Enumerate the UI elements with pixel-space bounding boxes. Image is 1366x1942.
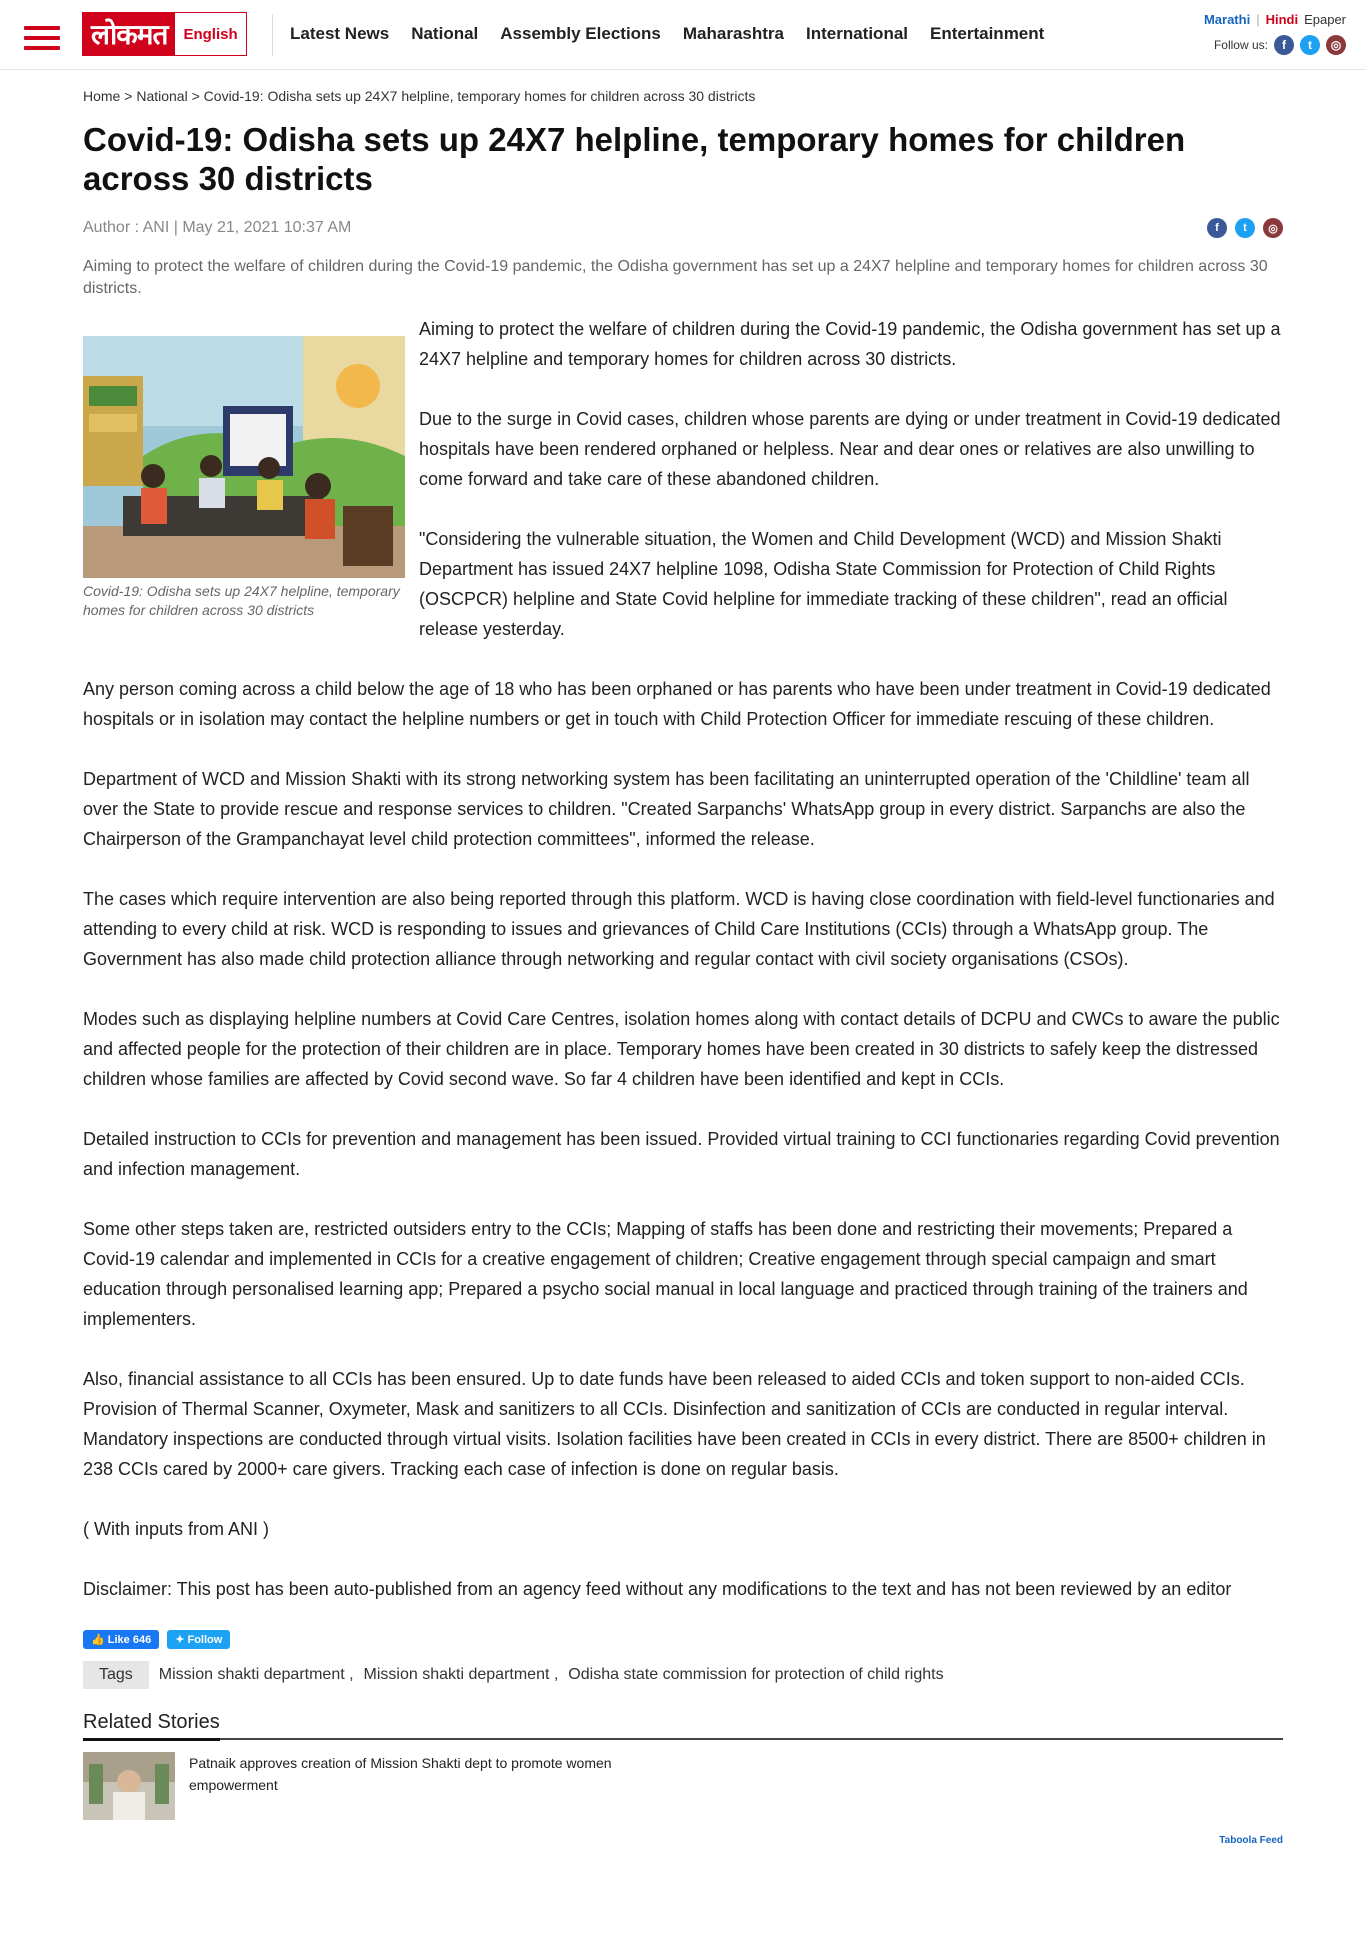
taboola-feed-label[interactable]: Taboola Feed [1219, 1835, 1283, 1846]
article-paragraph: Some other steps taken are, restricted outsiders entry to the CCIs; Mapping of staffs has been done and restricting their movements; Prepared a Covid-19 calendar and implemented in CCIs for a creative engagement of children; Creative engagement through special campaign and smart education through personalised learning app; Prepared a psycho social manual in local language and practiced through training of the trainers and implementers. [83, 1219, 1248, 1329]
article-image[interactable] [83, 336, 405, 578]
nav-latest-news[interactable]: Latest News [290, 24, 390, 43]
epaper-link[interactable]: Epaper [1304, 12, 1346, 27]
article-paragraph: Aiming to protect the welfare of children during the Covid-19 pandemic, the Odisha government has set up a 24X7 helpline and temporary homes for children across 30 districts. [419, 319, 1281, 369]
article-paragraph: Due to the surge in Covid cases, children whose parents are dying or under treatment in Covid-19 dedicated hospitals have been rendered orphaned or helpless. Near and dear ones or relatives are also unwilling to come forward and take care of these abandoned children. [419, 409, 1281, 489]
related-stories-heading [83, 1711, 1283, 1740]
image-caption: Covid-19: Odisha sets up 24X7 helpline, temporary homes for children across 30 districts [83, 583, 400, 618]
related-heading-text: Related Stories [83, 1711, 220, 1741]
breadcrumb-separator: > [120, 88, 137, 104]
like-count: Like 646 [107, 1634, 152, 1646]
site-header [0, 0, 1366, 70]
article-title: Covid-19: Odisha sets up 24X7 helpline, temporary homes for children across 30 districts [83, 121, 1186, 197]
share-twitter-icon[interactable]: t [1235, 218, 1255, 238]
twitter-bird-icon: ✦ [175, 1634, 188, 1646]
breadcrumb-home[interactable]: Home [83, 88, 121, 104]
logo-english: English [175, 13, 245, 55]
article-figure [83, 336, 405, 620]
article-paragraph: Department of WCD and Mission Shakti with its strong networking system has been facilitating an uninterrupted operation of the 'Childline' team all over the State to provide rescue and response services to children. "Created Sarpanchs' WhatsApp group in every district. Sarpanchs are also the Chairperson of the Grampanchayat level child protection committees", informed the release. [83, 769, 1250, 849]
article-container [0, 88, 1366, 1846]
tags-label: Tags [83, 1661, 149, 1689]
article-paragraph: The cases which require intervention are also being reported through this platform. WCD is having close coordination with field-level functionaries and attending to every child at risk. WCD is responding to issues and grievances of Child Care Institutions (CCIs) through a WhatsApp group. The Government has also made child protection alliance through networking and regular contact with civil society organisations (CSOs). [83, 889, 1275, 969]
instagram-icon[interactable]: ◎ [1326, 35, 1346, 55]
related-story-item[interactable] [83, 1752, 1283, 1820]
breadcrumb-current: Covid-19: Odisha sets up 24X7 helpline, temporary homes for children across 30 districts [203, 88, 756, 104]
nav-assembly-elections[interactable]: Assembly Elections [500, 24, 661, 43]
tag-row [83, 1661, 1283, 1689]
lang-marathi-link[interactable]: Marathi [1203, 12, 1251, 27]
nav-international[interactable]: International [806, 24, 909, 43]
share-facebook-icon[interactable]: f [1207, 218, 1227, 238]
facebook-icon[interactable]: f [1274, 35, 1294, 55]
author-date: Author : ANI | May 21, 2021 10:37 AM [83, 219, 352, 236]
article-body [83, 314, 1283, 1604]
tag-link[interactable]: Odisha state commission for protection of child rights [568, 1666, 944, 1683]
tag-link[interactable]: Mission shakti department , [363, 1666, 559, 1683]
nav-maharashtra[interactable]: Maharashtra [682, 24, 784, 43]
lang-separator: | [1256, 12, 1260, 27]
facebook-like-button[interactable] [83, 1630, 159, 1649]
menu-icon[interactable] [24, 26, 60, 50]
article-paragraph: "Considering the vulnerable situation, the Women and Child Development (WCD) and Mission Shakti Department has issued 24X7 helpline 1098, Odisha State Commission for Protection of Child Rights (OSCPCR) helpline and State Covid helpline for immediate tracking of these children", read an official release yesterday. [419, 529, 1228, 639]
article-paragraph: Also, financial assistance to all CCIs has been ensured. Up to date funds have been released to aided CCIs and token support to non-aided CCIs. Provision of Thermal Scanner, Oxymeter, Mask and sanitizers to all CCIs. Disinfection and sanitization of CCIs are conducted in regular interval. Mandatory inspections are conducted through virtual visits. Isolation facilities have been created in CCIs in every district. There are 8500+ children in 238 CCIs cared by 2000+ care givers. Tracking each case of infection is done on regular basis. [83, 1369, 1266, 1479]
breadcrumb-separator: > [187, 88, 204, 104]
language-box [1204, 12, 1346, 55]
twitter-icon[interactable]: t [1300, 35, 1320, 55]
article-paragraph: Any person coming across a child below the age of 18 who has been orphaned or has parents who have been under treatment in Covid-19 dedicated hospitals or in isolation may contact the helpline numbers or get in touch with Child Protection Officer for immediate rescuing of these children. [83, 679, 1271, 729]
article-summary: Aiming to protect the welfare of children during the Covid-19 pandemic, the Odisha government has set up a 24X7 helpline and temporary homes for children across 30 districts. [83, 258, 1268, 297]
breadcrumb-national[interactable]: National [136, 88, 188, 104]
article-paragraph: Detailed instruction to CCIs for prevention and management has been issued. Provided virtual training to CCI functionaries regarding Covid prevention and infection management. [83, 1129, 1280, 1179]
related-story-thumbnail[interactable] [83, 1752, 175, 1820]
lang-hindi-link[interactable]: Hindi [1265, 12, 1299, 27]
tag-link[interactable]: Mission shakti department , [158, 1666, 354, 1683]
article-meta [83, 218, 1283, 238]
follow-label: Follow [187, 1634, 223, 1646]
nav-national[interactable]: National [411, 24, 479, 43]
article-paragraph: Modes such as displaying helpline numbers at Covid Care Centres, isolation homes along with contact details of DCPU and CWCs to aware the public and affected people for the protection of their children are in place. Temporary homes have been created in 30 districts to safely keep the distressed children whose families are affected by Covid second wave. So far 4 children have been identified and kept in CCIs. [83, 1009, 1280, 1089]
follow-label: Follow us: [1213, 38, 1268, 52]
social-buttons [83, 1630, 1283, 1649]
logo-brand: लोकमत [83, 13, 175, 55]
share-instagram-icon[interactable]: ◎ [1263, 218, 1283, 238]
article-credit: ( With inputs from ANI ) [83, 1519, 270, 1539]
related-story-title[interactable]: Patnaik approves creation of Mission Shakti dept to promote women empowerment [189, 1755, 612, 1793]
article-disclaimer: Disclaimer: This post has been auto-published from an agency feed without any modifications to the text and has not been reviewed by an editor [83, 1579, 1232, 1599]
site-logo[interactable] [82, 12, 247, 56]
twitter-follow-button[interactable] [167, 1630, 230, 1649]
share-icons [1207, 218, 1283, 238]
nav-entertainment[interactable]: Entertainment [930, 24, 1045, 43]
main-nav [290, 24, 1066, 44]
breadcrumb [83, 88, 1283, 104]
header-divider [272, 14, 273, 56]
thumbs-up-icon: 👍 [91, 1634, 108, 1646]
